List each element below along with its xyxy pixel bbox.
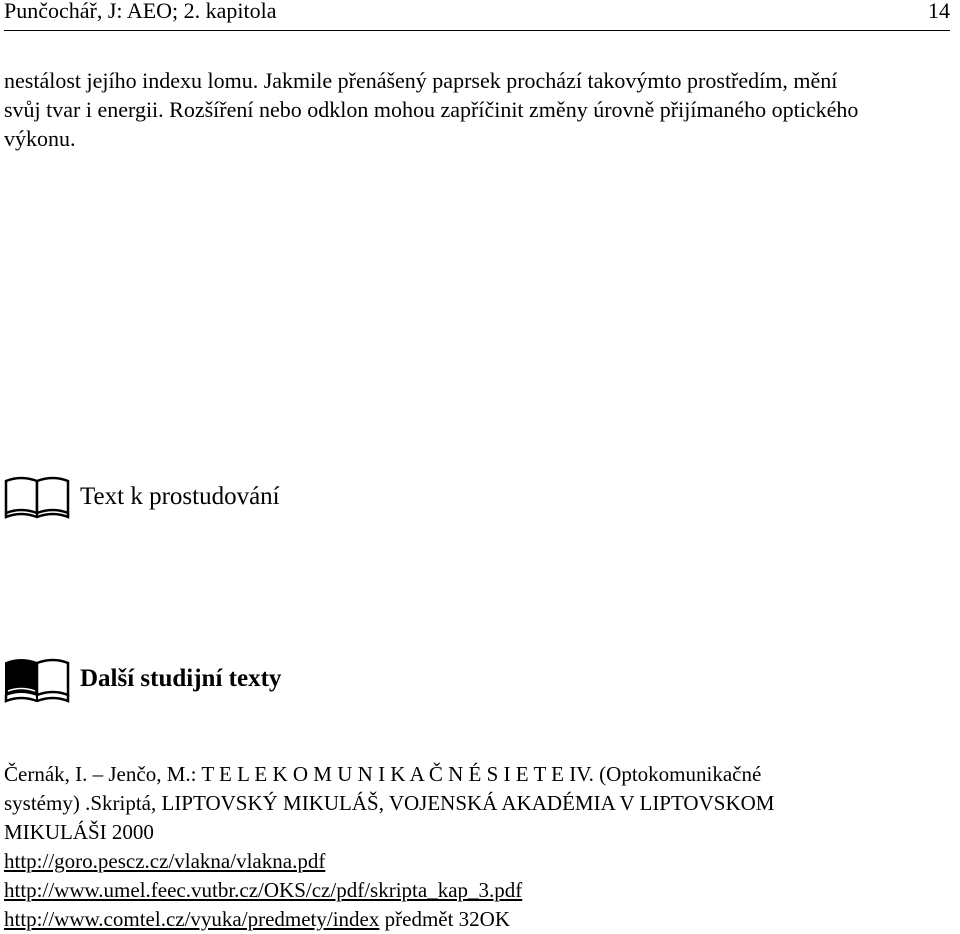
reference-link[interactable]: http://www.comtel.cz/vyuka/predmety/index: [4, 907, 380, 931]
section-further-texts: [4, 655, 281, 703]
section-title: Text k prostudování: [80, 483, 280, 510]
reference-line: systémy) .Skriptá, LIPTOVSKÝ MIKULÁŠ, VOJENSKÁ AKADÉMIA V LIPTOVSKOM: [4, 791, 775, 815]
reference-link-suffix: předmět 32OK: [379, 907, 511, 931]
reference-link[interactable]: http://goro.pescz.cz/vlakna/vlakna.pdf: [4, 849, 326, 873]
page-number: 14: [928, 0, 950, 23]
paragraph-line: výkonu.: [4, 126, 76, 151]
page-header: [4, 0, 950, 31]
reference-line: MIKULÁŠI 2000: [4, 820, 154, 844]
reference-list: [4, 760, 954, 934]
paragraph-line: nestálost jejího indexu lomu. Jakmile přenášený paprsek prochází takovýmto prostředím, mění: [4, 68, 838, 93]
reference-link[interactable]: http://www.umel.feec.vutbr.cz/OKS/cz/pdf/skripta_kap_3.pdf: [4, 878, 523, 902]
paragraph-line: svůj tvar i energii. Rozšíření nebo odklon mohou zapříčinit změny úrovně přijímaného optického: [4, 97, 859, 122]
open-book-icon: [4, 475, 70, 519]
reference-line: Černák, I. – Jenčo, M.: T E L E K O M U N I K A Č N É S I E T E IV. (Optokomunikačné: [4, 762, 762, 786]
body-paragraph: [4, 66, 954, 153]
header-title: Punčochář, J: AEO; 2. kapitola: [4, 0, 277, 23]
closed-books-icon: [4, 655, 70, 703]
section-study-text: [4, 475, 280, 519]
section-title: Další studijní texty: [80, 665, 282, 692]
